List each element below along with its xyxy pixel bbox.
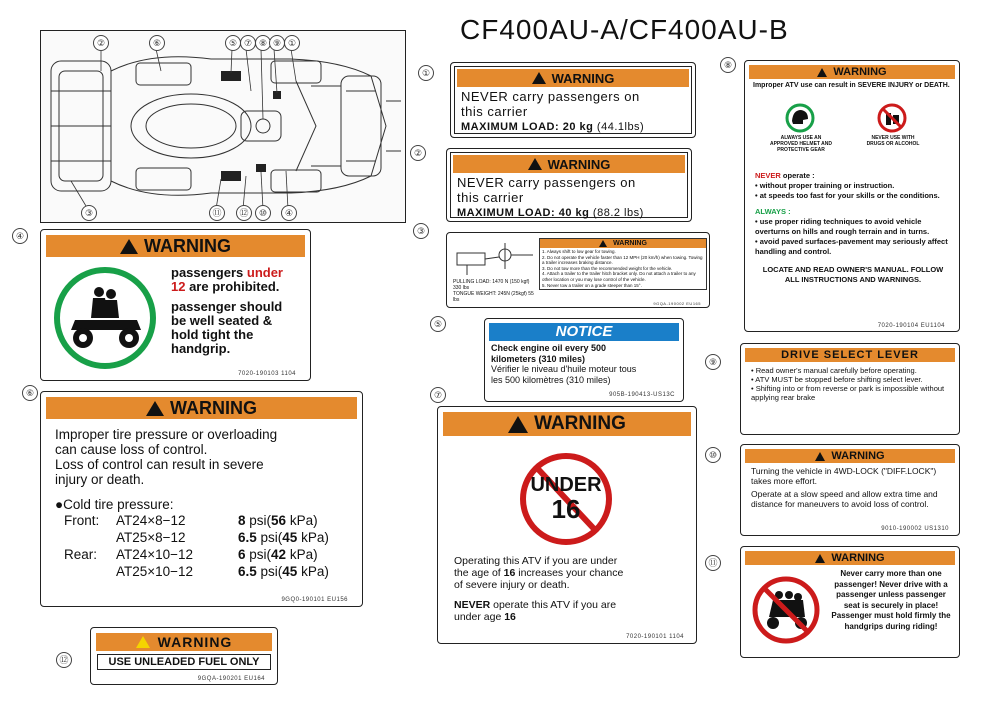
label-number-2: ② [410,145,426,161]
warning-triangle-icon [146,401,164,416]
trailer-hitch-icon [453,239,537,279]
warning-triangle-icon [136,636,150,648]
warning-triangle-icon [528,158,542,170]
atv-outline-drawing [41,31,405,222]
label-number-1: ① [418,65,434,81]
diagram-callout-11: ⑪ [209,205,225,221]
warning-header: WARNING [457,69,689,87]
warning-header: WARNING [745,449,955,463]
tire-pressure-table [63,512,330,580]
diagram-callout-1: ① [284,35,300,51]
diagram-callout-7: ⑦ [240,35,256,51]
table-row: AT25×8−12 6.5 psi(45 kPa) [116,530,329,545]
table-row: Front: AT24×8−12 8 psi(56 kPa) [64,513,318,528]
warning-header: WARNING [46,235,305,257]
warning-header: WARNING [540,239,706,248]
label-7-under-16: WARNING UNDER 16 Operating this ATV if you are under the age of 16 increases your chance of severe injury or death. NEVER operate this ATV if you are under age 16 7020-190101 1104 [437,406,697,644]
label-11-one-passenger: WARNING Never carry more than one passenger! Never drive with a passenger unless passenger seat is securely in place! Passenger must hold firmly the handgrips during riding! [740,546,960,658]
label-number-7: ⑦ [430,387,446,403]
label-2-line-2: this carrier [457,190,524,205]
warning-header: WARNING [46,397,357,419]
label-number-4: ④ [12,228,28,244]
diagram-callout-10: ⑩ [255,205,271,221]
warning-header: WARNING [453,155,685,173]
no-extra-passenger-icon [751,575,821,645]
diagram-callout-12: ⑫ [236,205,252,221]
label-number-12: ⑫ [56,652,72,668]
warning-triangle-icon [599,240,607,247]
label-1-line-2: this carrier [461,104,528,119]
warning-triangle-icon [532,72,546,84]
warning-triangle-icon [815,554,825,563]
label-number-9: ⑨ [705,354,721,370]
passengers-riding-icon [51,264,159,372]
warning-triangle-icon [815,452,825,461]
label-8-general-safety: WARNING Improper ATV use can result in SEVERE INJURY or DEATH. ALWAYS USE AN APPROVED HELMET AND PROTECTIVE GEAR NEVER USE WITH DRUGS OR ALCOHOL NEVER operate : • without proper training or instruction. • at speeds too fast for your skills or the conditions. ALWAYS : • use proper riding techniques to avoid vehicle overturns on hills and rough terrain and in turns. • avoid paved surfaces-pavement may seriously affect handling and control. LOCATE AND READ OWNER'S MANUAL. FOLLOW ALL INSTRUCTIONS AND WARNINGS. 7020-190104 EU1104 [744,60,960,332]
diagram-callout-3: ③ [81,205,97,221]
label-2-carrier-40kg: WARNING NEVER carry passengers on this carrier MAXIMUM LOAD: 40 kg (88.2 lbs) [446,148,692,222]
warning-header: WARNING [96,633,272,651]
warning-triangle-icon [508,416,528,433]
label-9-drive-select-lever: DRIVE SELECT LEVER • Read owner's manual carefully before operating. • ATV MUST be stopped before shifting select lever. • Shifting into or from reverse or park is impossible without applying rear brake [740,343,960,435]
diagram-callout-9: ⑨ [269,35,285,51]
helmet-icon [785,103,815,133]
warning-header: WARNING [749,65,955,79]
label-2-line-1: NEVER carry passengers on [457,175,636,190]
warning-header: WARNING [745,551,955,565]
warning-triangle-icon [817,68,827,77]
diagram-callout-8: ⑧ [255,35,271,51]
label-10-4wd-lock: WARNING Turning the vehicle in 4WD-LOCK ("DIFF.LOCK") takes more effort. Operate at a slow speed and allow extra time and distance for maneuvers to avoid loss of control. 9010-190002 US1310 [740,444,960,536]
page-title: CF400AU-A/CF400AU-B [460,14,789,45]
label-number-6: ⑥ [22,385,38,401]
diagram-callout-2: ② [93,35,109,51]
diagram-callout-6: ⑥ [149,35,165,51]
diagram-callout-5: ⑤ [225,35,241,51]
label-6-tire-pressure: WARNING Improper tire pressure or overloading can cause loss of control. Loss of control can result in severe injury or death. ●Cold tire pressure: Front: AT24×8−12 8 psi(56 kPa) AT25×8−12 6.5 psi(45 kPa) Rear: AT24×10−12 6 psi(42 kPa) AT25×10−12 6.5 psi(45 kPa) 9GQ0-190101 EU156 [40,391,363,607]
label-number-5: ⑤ [430,316,446,332]
label-number-8: ⑧ [720,57,736,73]
label-number-11: ⑪ [705,555,721,571]
label-5-notice-oil: NOTICE Check engine oil every 500 kilometers (310 miles) Vérifier le niveau d'huile moteur tous les 500 kilomètres (310 miles) 905B-190413-US13C [484,318,684,402]
label-number-10: ⑩ [705,447,721,463]
table-row: AT25×10−12 6.5 psi(45 kPa) [116,564,329,579]
notice-header: NOTICE [489,323,679,341]
warning-triangle-icon [120,239,138,254]
atv-top-view-diagram [40,30,406,223]
drive-select-header: DRIVE SELECT LEVER [745,348,955,362]
label-1-carrier-20kg: WARNING NEVER carry passengers on this carrier MAXIMUM LOAD: 20 kg (44.1lbs) [450,62,696,138]
no-drugs-alcohol-icon [877,103,907,133]
label-4-passengers-under-12: WARNING passengers under 12 are prohibited. passenger should be well seated & hold tight the handgrip. 7020-190103 1104 [40,229,311,381]
diagram-callout-4: ④ [281,205,297,221]
label-12-unleaded-fuel: WARNING USE UNLEADED FUEL ONLY 9GQA-190201 EU164 [90,627,278,685]
table-row: Rear: AT24×10−12 6 psi(42 kPa) [64,547,318,562]
label-1-line-1: NEVER carry passengers on [461,89,640,104]
label-number-3: ③ [413,223,429,239]
label-3-towing: PULLING LOAD: 1470 N (150 kgf) 330 lbs TONGUE WEIGHT: 245N (25kgf) 55 lbs WARNING 1. Always shift to low gear for towing. 2. Do not operate the vehicle faster than 12 MPH (20 km/h) when towing. Towing a trailer increases braking distance. 3. Do not tow more than the recommended weight for the vehicle. 4. Attach a trailer to the trailer hitch bracket only. Do not attach a trailer to any other location or you may lose control of the vehicle. 5. Never tow a trailer on a grade steeper than 15°. 9GQA-190002 EU165 [446,232,710,308]
warning-header: WARNING [443,412,691,436]
